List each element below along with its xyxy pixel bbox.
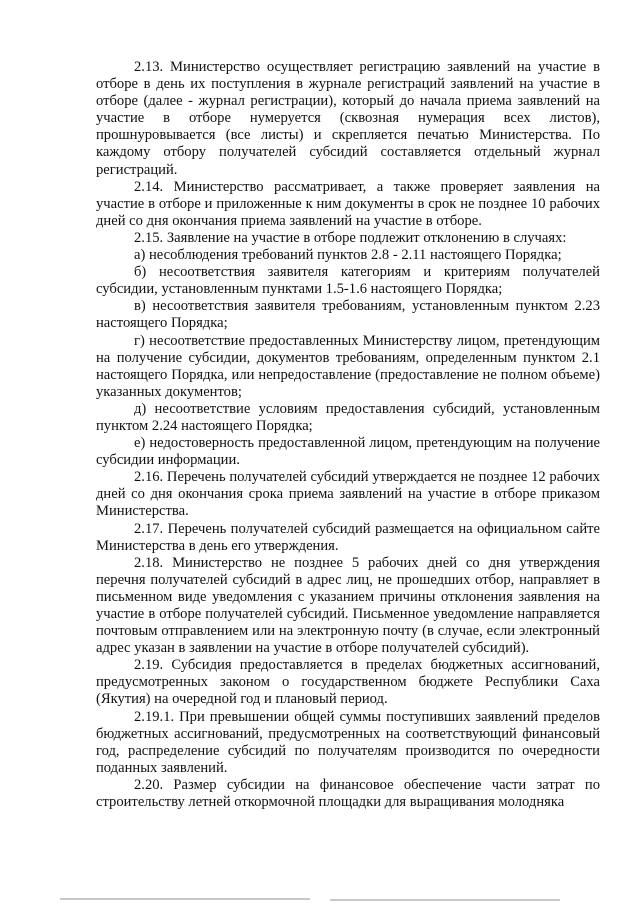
- paragraph-2-18: 2.18. Министерство не позднее 5 рабочих дней со дня утверждения перечня получателей субсидий в адрес лиц, не прошедших отбор, направляет в письменном виде уведомления с указанием причины отклонения заявления на участие в отборе получателей субсидий. Письменное уведомление направляется почтовым отправлением или на электронную почту (в случае, если электронный адрес указан в заявлении на участие в отборе получателей субсидий).: [96, 554, 600, 657]
- list-item-e: е) недостоверность предоставленной лицом, претендующим на получение субсидии информации.: [96, 435, 600, 469]
- list-item-b: б) несоответствия заявителя категориям и критериям получателей субсидии, установленным пунктами 1.5-1.6 настоящего Порядка;: [96, 264, 600, 298]
- document-body: [96, 59, 600, 811]
- list-item-v: в) несоответствия заявителя требованиям, установленным пунктом 2.23 настоящего Порядка;: [96, 298, 600, 332]
- list-item-d: д) несоответствие условиям предоставления субсидий, установленным пунктом 2.24 настоящего Порядка;: [96, 400, 600, 434]
- paragraph-2-13: 2.13. Министерство осуществляет регистрацию заявлений на участие в отборе в день их поступления в журнале регистраций заявлений на участие в отборе (далее - журнал регистрации), который до начала приема заявлений на участие в отборе нумеруется (сквозная нумерация всех листов), прошнуровывается (все листы) и скрепляется печатью Министерства. По каждому отбору получателей субсидий составляется отдельный журнал регистраций.: [96, 59, 600, 178]
- list-item-g: г) несоответствие предоставленных Министерству лицом, претендующим на получение субсидии, документов требованиям, определенным пунктом 2.1 настоящего Порядка, или непредоставление (предоставление не полном объеме) указанных документов;: [96, 332, 600, 400]
- paragraph-2-14: 2.14. Министерство рассматривает, а также проверяет заявления на участие в отборе и приложенные к ним документы в срок не позднее 10 рабочих дней со дня окончания приема заявлений на участие в отборе.: [96, 178, 600, 229]
- scan-mark-right: [330, 899, 560, 901]
- scan-mark-left: [60, 898, 310, 900]
- paragraph-2-17: 2.17. Перечень получателей субсидий размещается на официальном сайте Министерства в день его утверждения.: [96, 520, 600, 554]
- paragraph-2-20: 2.20. Размер субсидии на финансовое обеспечение части затрат по строительству летней откормочной площадки для выращивания молодняка: [96, 776, 600, 811]
- paragraph-2-19-1: 2.19.1. При превышении общей суммы поступивших заявлений пределов бюджетных ассигнований, предусмотренных на соответствующий финансовый год, распределение субсидий по получателям производится по очередности поданных заявлений.: [96, 708, 600, 776]
- list-item-a: а) несоблюдения требований пунктов 2.8 - 2.11 настоящего Порядка;: [134, 247, 562, 264]
- paragraph-2-15: 2.15. Заявление на участие в отборе подлежит отклонению в случаях:: [134, 229, 567, 246]
- paragraph-2-19: 2.19. Субсидия предоставляется в пределах бюджетных ассигнований, предусмотренных законом о государственном бюджете Республики Саха (Якутия) на очередной год и плановый период.: [96, 657, 600, 708]
- paragraph-2-16: 2.16. Перечень получателей субсидий утверждается не позднее 12 рабочих дней со дня окончания срока приема заявлений на участие в отборе приказом Министерства.: [96, 469, 600, 520]
